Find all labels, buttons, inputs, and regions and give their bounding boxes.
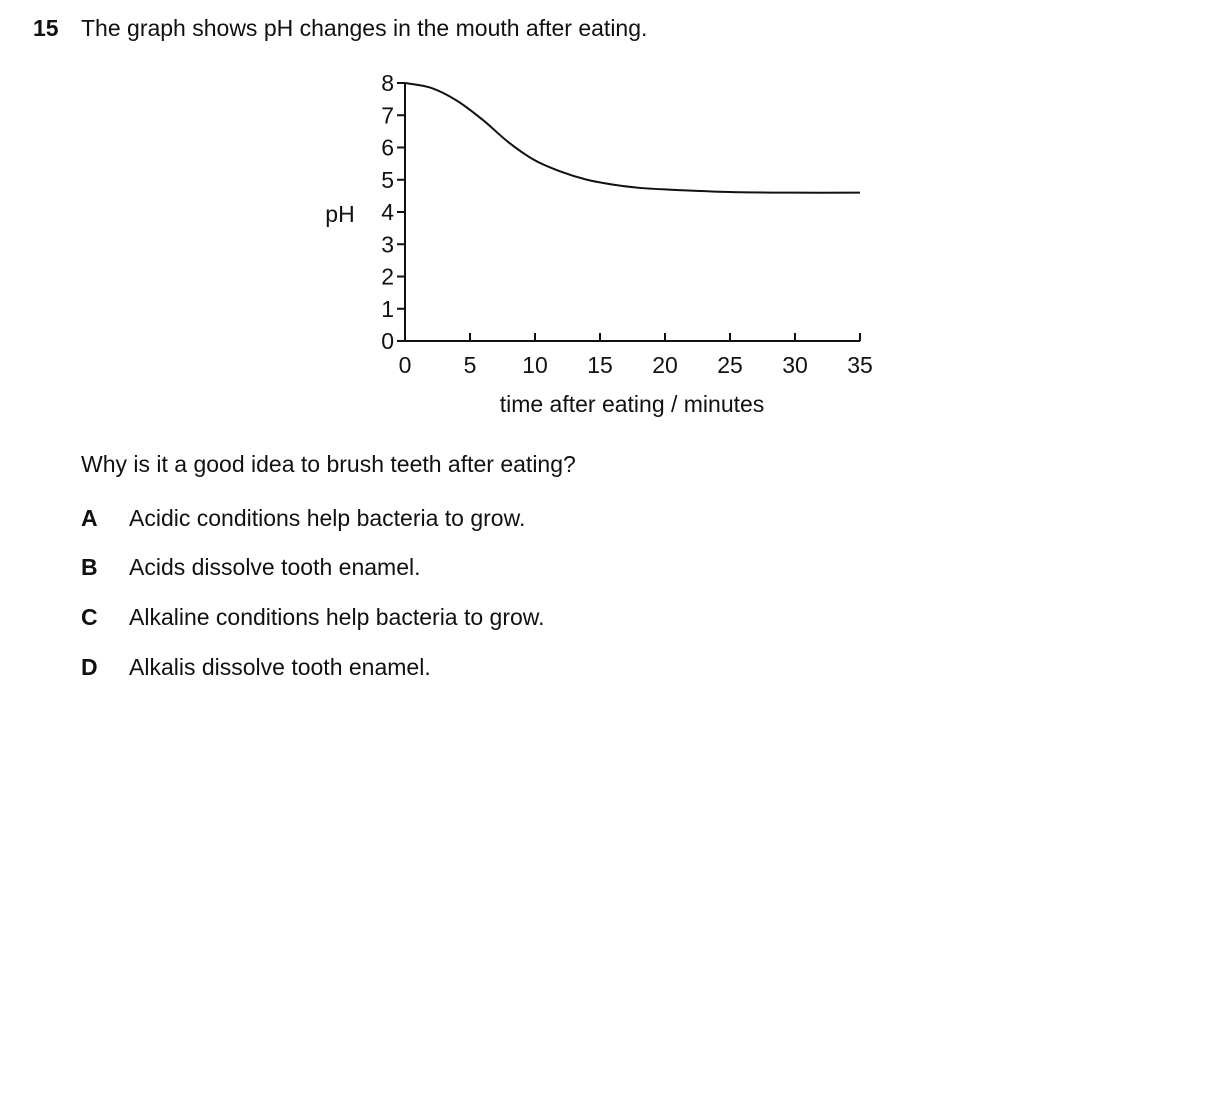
x-axis-label: time after eating / minutes bbox=[499, 391, 765, 417]
y-axis-label: pH bbox=[325, 201, 355, 227]
option-a bbox=[81, 505, 525, 532]
y-tick-label-3: 3 bbox=[381, 231, 394, 258]
x-axis bbox=[399, 333, 873, 378]
x-tick-label-15: 15 bbox=[587, 352, 613, 378]
option-d-text: Alkalis dissolve tooth enamel. bbox=[129, 654, 431, 680]
y-tick-label-0: 0 bbox=[381, 328, 394, 354]
x-tick-label-20: 20 bbox=[652, 352, 678, 378]
option-a-letter: A bbox=[81, 505, 98, 531]
x-tick-label-10: 10 bbox=[522, 352, 548, 378]
x-tick-label-30: 30 bbox=[782, 352, 808, 378]
option-d bbox=[81, 654, 431, 681]
ph-line-graph bbox=[0, 0, 1209, 430]
ph-series-line bbox=[405, 83, 860, 193]
y-tick-label-5: 5 bbox=[381, 166, 394, 193]
question-stem: The graph shows pH changes in the mouth after eating. bbox=[81, 15, 648, 41]
option-c-letter: C bbox=[81, 604, 98, 630]
y-axis bbox=[381, 70, 405, 354]
option-b-letter: B bbox=[81, 554, 98, 580]
option-a-text: Acidic conditions help bacteria to grow. bbox=[129, 505, 526, 531]
x-tick-label-5: 5 bbox=[463, 352, 477, 378]
question-number: 15 bbox=[33, 15, 59, 41]
option-d-letter: D bbox=[81, 654, 98, 680]
y-tick-label-2: 2 bbox=[381, 263, 394, 290]
y-tick-label-1: 1 bbox=[381, 295, 394, 322]
y-tick-label-8: 8 bbox=[381, 70, 394, 96]
y-tick-label-6: 6 bbox=[381, 134, 394, 161]
sub-question: Why is it a good idea to brush teeth after eating? bbox=[81, 451, 576, 477]
x-tick-label-35: 35 bbox=[847, 352, 873, 378]
y-tick-label-4: 4 bbox=[381, 199, 394, 225]
x-tick-label-0: 0 bbox=[398, 352, 412, 378]
x-tick-label-25: 25 bbox=[717, 352, 743, 378]
option-c-text: Alkaline conditions help bacteria to grow. bbox=[129, 604, 545, 630]
option-b bbox=[81, 554, 421, 581]
option-b-text: Acids dissolve tooth enamel. bbox=[129, 554, 421, 580]
option-c bbox=[81, 604, 545, 631]
y-tick-label-7: 7 bbox=[381, 102, 394, 129]
